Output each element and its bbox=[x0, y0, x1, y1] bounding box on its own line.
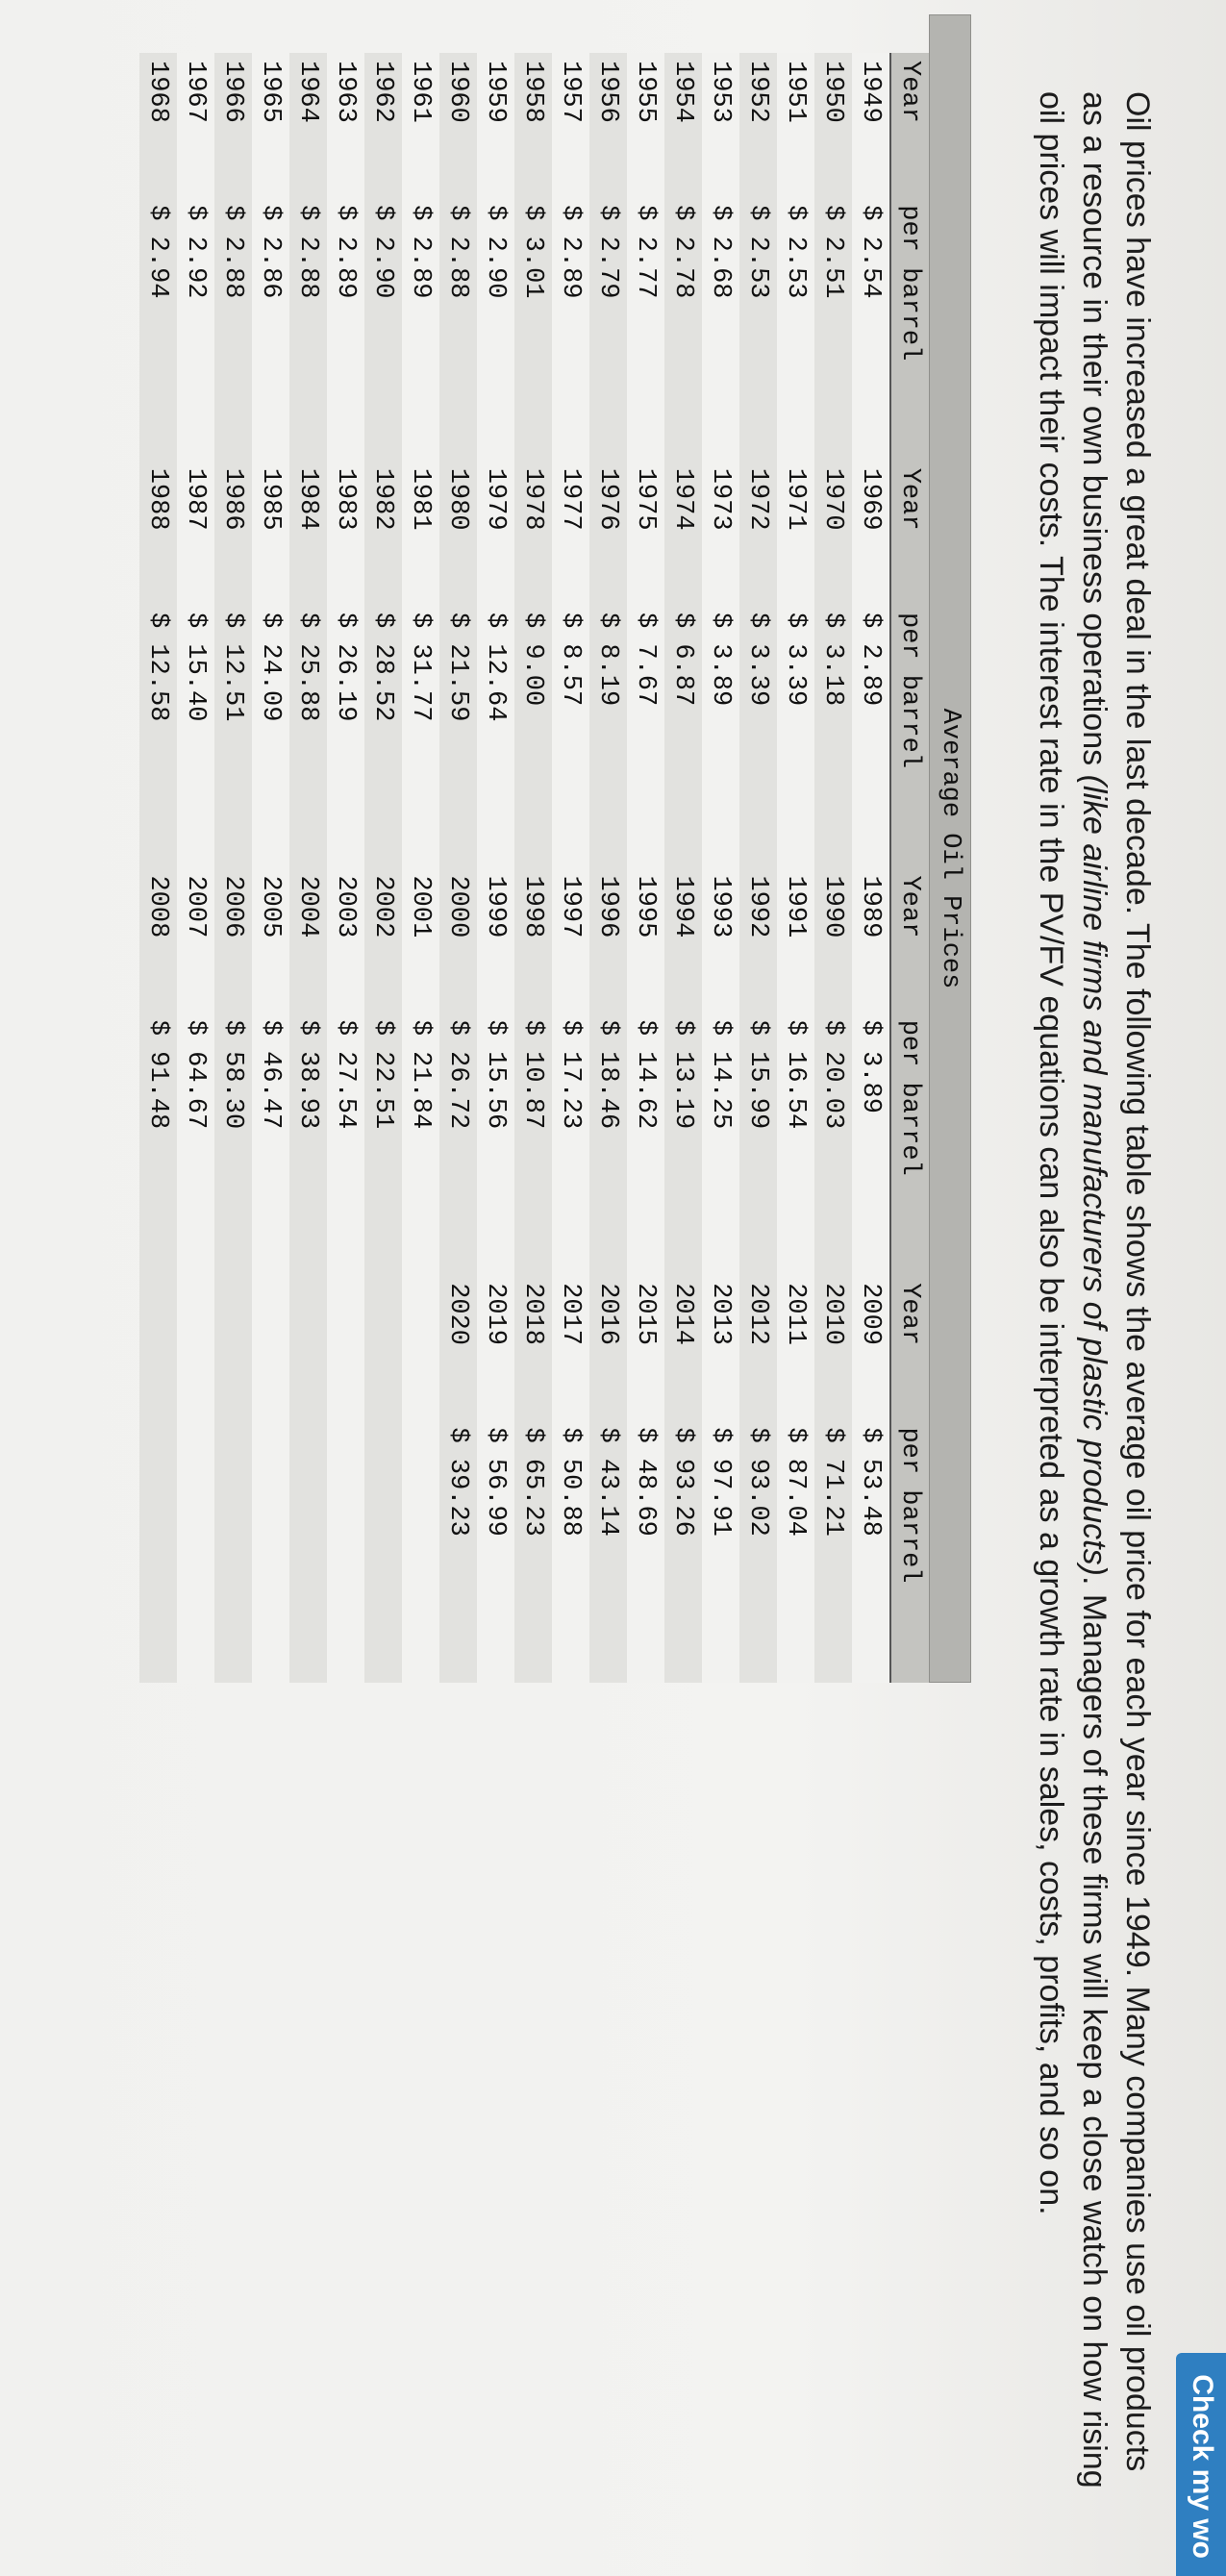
table-row bbox=[439, 53, 477, 1683]
price-cell: $ 48.69 bbox=[627, 1419, 664, 1683]
price-cell: $ 13.19 bbox=[664, 1013, 702, 1275]
price-cell: $ 3.39 bbox=[739, 605, 777, 867]
year-cell: 2003 bbox=[327, 867, 364, 1012]
table-row bbox=[514, 53, 552, 1683]
table-row bbox=[327, 53, 364, 1683]
table-row bbox=[252, 53, 289, 1683]
year-cell: 1959 bbox=[477, 53, 514, 197]
table-row bbox=[552, 53, 589, 1683]
table-row bbox=[664, 53, 702, 1683]
table-row bbox=[814, 53, 852, 1683]
price-cell: $ 2.79 bbox=[589, 197, 627, 460]
table-row bbox=[177, 53, 214, 1683]
price-cell bbox=[289, 1419, 327, 1683]
year-cell: 1953 bbox=[702, 53, 739, 197]
table-row bbox=[852, 53, 890, 1683]
year-cell: 2016 bbox=[589, 1275, 627, 1419]
year-cell bbox=[289, 1275, 327, 1419]
year-cell: 1994 bbox=[664, 867, 702, 1012]
year-cell: 2006 bbox=[214, 867, 252, 1012]
year-cell: 1980 bbox=[439, 461, 477, 605]
price-cell: $ 2.89 bbox=[327, 197, 364, 460]
price-cell: $ 58.30 bbox=[214, 1013, 252, 1275]
price-cell: $ 2.86 bbox=[252, 197, 289, 460]
price-cell: $ 2.89 bbox=[552, 197, 589, 460]
price-cell: $ 56.99 bbox=[477, 1419, 514, 1683]
table-row bbox=[589, 53, 627, 1683]
year-cell bbox=[402, 1275, 439, 1419]
price-cell: $ 14.62 bbox=[627, 1013, 664, 1275]
year-cell: 1984 bbox=[289, 461, 327, 605]
year-cell: 1976 bbox=[589, 461, 627, 605]
table-title: Average Oil Prices bbox=[929, 14, 971, 1683]
year-cell bbox=[364, 1275, 402, 1419]
year-cell: 1973 bbox=[702, 461, 739, 605]
price-cell: $ 46.47 bbox=[252, 1013, 289, 1275]
year-cell: 1974 bbox=[664, 461, 702, 605]
price-cell: $ 3.18 bbox=[814, 605, 852, 867]
year-cell bbox=[139, 1275, 177, 1419]
col-header-year: Year bbox=[890, 53, 929, 197]
year-cell: 1995 bbox=[627, 867, 664, 1012]
table-row bbox=[139, 53, 177, 1683]
price-cell: $ 93.02 bbox=[739, 1419, 777, 1683]
price-cell: $ 2.88 bbox=[289, 197, 327, 460]
year-cell: 1977 bbox=[552, 461, 589, 605]
year-cell: 2004 bbox=[289, 867, 327, 1012]
price-cell: $ 15.99 bbox=[739, 1013, 777, 1275]
year-cell: 2011 bbox=[777, 1275, 814, 1419]
year-cell: 1951 bbox=[777, 53, 814, 197]
price-cell: $ 9.00 bbox=[514, 605, 552, 867]
year-cell: 1992 bbox=[739, 867, 777, 1012]
price-cell: $ 28.52 bbox=[364, 605, 402, 867]
price-cell: $ 87.04 bbox=[777, 1419, 814, 1683]
col-header-price: per barrel bbox=[890, 197, 929, 460]
price-cell bbox=[364, 1419, 402, 1683]
year-cell: 1966 bbox=[214, 53, 252, 197]
price-cell: $ 93.26 bbox=[664, 1419, 702, 1683]
year-cell: 2010 bbox=[814, 1275, 852, 1419]
check-my-work-button[interactable]: Check my wo bbox=[1176, 2353, 1226, 2576]
year-cell: 1986 bbox=[214, 461, 252, 605]
year-cell: 1957 bbox=[552, 53, 589, 197]
price-cell: $ 12.64 bbox=[477, 605, 514, 867]
year-cell bbox=[177, 1275, 214, 1419]
price-cell: $ 3.01 bbox=[514, 197, 552, 460]
price-cell bbox=[139, 1419, 177, 1683]
table-row bbox=[739, 53, 777, 1683]
col-header-price: per barrel bbox=[890, 1013, 929, 1275]
price-cell: $ 97.91 bbox=[702, 1419, 739, 1683]
year-cell: 1990 bbox=[814, 867, 852, 1012]
question-text bbox=[1029, 91, 1159, 2514]
price-cell bbox=[327, 1419, 364, 1683]
col-header-price: per barrel bbox=[890, 1419, 929, 1683]
price-cell: $ 10.87 bbox=[514, 1013, 552, 1275]
year-cell: 1967 bbox=[177, 53, 214, 197]
year-cell: 1961 bbox=[402, 53, 439, 197]
price-cell: $ 14.25 bbox=[702, 1013, 739, 1275]
price-cell: $ 64.67 bbox=[177, 1013, 214, 1275]
price-cell: $ 15.40 bbox=[177, 605, 214, 867]
year-cell: 1954 bbox=[664, 53, 702, 197]
price-cell: $ 12.51 bbox=[214, 605, 252, 867]
price-cell: $ 65.23 bbox=[514, 1419, 552, 1683]
year-cell: 1955 bbox=[627, 53, 664, 197]
year-cell: 1991 bbox=[777, 867, 814, 1012]
year-cell: 2015 bbox=[627, 1275, 664, 1419]
year-cell: 1971 bbox=[777, 461, 814, 605]
year-cell: 1978 bbox=[514, 461, 552, 605]
price-cell: $ 43.14 bbox=[589, 1419, 627, 1683]
year-cell: 1987 bbox=[177, 461, 214, 605]
price-cell: $ 20.03 bbox=[814, 1013, 852, 1275]
price-cell: $ 2.77 bbox=[627, 197, 664, 460]
year-cell: 2001 bbox=[402, 867, 439, 1012]
price-cell: $ 18.46 bbox=[589, 1013, 627, 1275]
price-cell: $ 2.53 bbox=[739, 197, 777, 460]
table-header-row bbox=[890, 53, 929, 1683]
year-cell: 1999 bbox=[477, 867, 514, 1012]
price-cell bbox=[214, 1419, 252, 1683]
table-row bbox=[364, 53, 402, 1683]
price-cell: $ 27.54 bbox=[327, 1013, 364, 1275]
year-cell: 1969 bbox=[852, 461, 890, 605]
year-cell: 2005 bbox=[252, 867, 289, 1012]
year-cell: 1993 bbox=[702, 867, 739, 1012]
year-cell: 1958 bbox=[514, 53, 552, 197]
price-cell: $ 2.53 bbox=[777, 197, 814, 460]
year-cell: 1963 bbox=[327, 53, 364, 197]
year-cell: 1970 bbox=[814, 461, 852, 605]
col-header-year: Year bbox=[890, 1275, 929, 1419]
price-cell: $ 22.51 bbox=[364, 1013, 402, 1275]
year-cell: 1989 bbox=[852, 867, 890, 1012]
price-cell bbox=[252, 1419, 289, 1683]
table-row bbox=[214, 53, 252, 1683]
year-cell: 2019 bbox=[477, 1275, 514, 1419]
price-cell: $ 38.93 bbox=[289, 1013, 327, 1275]
table-row bbox=[402, 53, 439, 1683]
table-row bbox=[289, 53, 327, 1683]
col-header-year: Year bbox=[890, 461, 929, 605]
table-row bbox=[627, 53, 664, 1683]
price-cell: $ 26.72 bbox=[439, 1013, 477, 1275]
year-cell: 1960 bbox=[439, 53, 477, 197]
price-cell: $ 39.23 bbox=[439, 1419, 477, 1683]
price-cell: $ 3.89 bbox=[702, 605, 739, 867]
year-cell: 1950 bbox=[814, 53, 852, 197]
price-cell: $ 15.56 bbox=[477, 1013, 514, 1275]
oil-price-table bbox=[139, 53, 971, 1683]
year-cell: 2014 bbox=[664, 1275, 702, 1419]
year-cell bbox=[214, 1275, 252, 1419]
price-cell: $ 8.57 bbox=[552, 605, 589, 867]
year-cell bbox=[252, 1275, 289, 1419]
year-cell: 1956 bbox=[589, 53, 627, 197]
year-cell: 1982 bbox=[364, 461, 402, 605]
price-cell: $ 16.54 bbox=[777, 1013, 814, 1275]
price-cell: $ 12.58 bbox=[139, 605, 177, 867]
price-cell: $ 2.78 bbox=[664, 197, 702, 460]
price-cell: $ 2.54 bbox=[852, 197, 890, 460]
year-cell: 1988 bbox=[139, 461, 177, 605]
table-row bbox=[477, 53, 514, 1683]
price-cell: $ 26.19 bbox=[327, 605, 364, 867]
intro-emphasis: (like airline firms and manufacturers of plastic products) bbox=[1076, 774, 1113, 1576]
price-cell: $ 24.09 bbox=[252, 605, 289, 867]
table-row bbox=[702, 53, 739, 1683]
year-cell: 1998 bbox=[514, 867, 552, 1012]
year-cell: 2000 bbox=[439, 867, 477, 1012]
year-cell: 2009 bbox=[852, 1275, 890, 1419]
year-cell: 1981 bbox=[402, 461, 439, 605]
year-cell bbox=[327, 1275, 364, 1419]
year-cell: 2013 bbox=[702, 1275, 739, 1419]
price-cell: $ 7.67 bbox=[627, 605, 664, 867]
year-cell: 1965 bbox=[252, 53, 289, 197]
price-cell: $ 25.88 bbox=[289, 605, 327, 867]
year-cell: 1996 bbox=[589, 867, 627, 1012]
price-cell: $ 2.92 bbox=[177, 197, 214, 460]
price-cell: $ 2.51 bbox=[814, 197, 852, 460]
year-cell: 2020 bbox=[439, 1275, 477, 1419]
year-cell: 1968 bbox=[139, 53, 177, 197]
price-cell: $ 31.77 bbox=[402, 605, 439, 867]
year-cell: 1997 bbox=[552, 867, 589, 1012]
price-cell: $ 8.19 bbox=[589, 605, 627, 867]
table-body bbox=[139, 53, 890, 1683]
price-cell: $ 2.68 bbox=[702, 197, 739, 460]
year-cell: 2012 bbox=[739, 1275, 777, 1419]
price-cell: $ 2.88 bbox=[214, 197, 252, 460]
year-cell: 1962 bbox=[364, 53, 402, 197]
price-cell: $ 71.21 bbox=[814, 1419, 852, 1683]
price-cell: $ 3.39 bbox=[777, 605, 814, 867]
price-cell: $ 6.87 bbox=[664, 605, 702, 867]
year-cell: 1979 bbox=[477, 461, 514, 605]
year-cell: 2008 bbox=[139, 867, 177, 1012]
price-cell: $ 21.59 bbox=[439, 605, 477, 867]
year-cell: 2002 bbox=[364, 867, 402, 1012]
year-cell: 1983 bbox=[327, 461, 364, 605]
year-cell: 1975 bbox=[627, 461, 664, 605]
price-cell: $ 53.48 bbox=[852, 1419, 890, 1683]
price-cell bbox=[402, 1419, 439, 1683]
price-cell: $ 2.90 bbox=[477, 197, 514, 460]
col-header-year: Year bbox=[890, 867, 929, 1012]
intro-text-1: Oil prices have increased a great deal in the last decade. The following table shows the average oil price for each year since 1949. Many companies use oil products as a resource in their own business operations bbox=[1076, 91, 1156, 2472]
intro-text-2: . Managers of these firms will keep a close watch on how rising oil prices will impact their costs. The interest rate in the PV/FV equations can also be interpreted as a growth rate in sales, costs, profits, and so on. bbox=[1033, 91, 1113, 2488]
year-cell: 1972 bbox=[739, 461, 777, 605]
year-cell: 1952 bbox=[739, 53, 777, 197]
year-cell: 1964 bbox=[289, 53, 327, 197]
price-cell: $ 2.90 bbox=[364, 197, 402, 460]
year-cell: 1949 bbox=[852, 53, 890, 197]
price-cell: $ 21.84 bbox=[402, 1013, 439, 1275]
price-cell: $ 2.88 bbox=[439, 197, 477, 460]
price-cell: $ 91.48 bbox=[139, 1013, 177, 1275]
price-cell: $ 3.89 bbox=[852, 1013, 890, 1275]
price-cell: $ 17.23 bbox=[552, 1013, 589, 1275]
price-cell: $ 50.88 bbox=[552, 1419, 589, 1683]
price-cell: $ 2.89 bbox=[402, 197, 439, 460]
year-cell: 1985 bbox=[252, 461, 289, 605]
price-cell: $ 2.89 bbox=[852, 605, 890, 867]
year-cell: 2018 bbox=[514, 1275, 552, 1419]
price-cell: $ 2.94 bbox=[139, 197, 177, 460]
price-cell bbox=[177, 1419, 214, 1683]
year-cell: 2017 bbox=[552, 1275, 589, 1419]
table-row bbox=[777, 53, 814, 1683]
col-header-price: per barrel bbox=[890, 605, 929, 867]
year-cell: 2007 bbox=[177, 867, 214, 1012]
